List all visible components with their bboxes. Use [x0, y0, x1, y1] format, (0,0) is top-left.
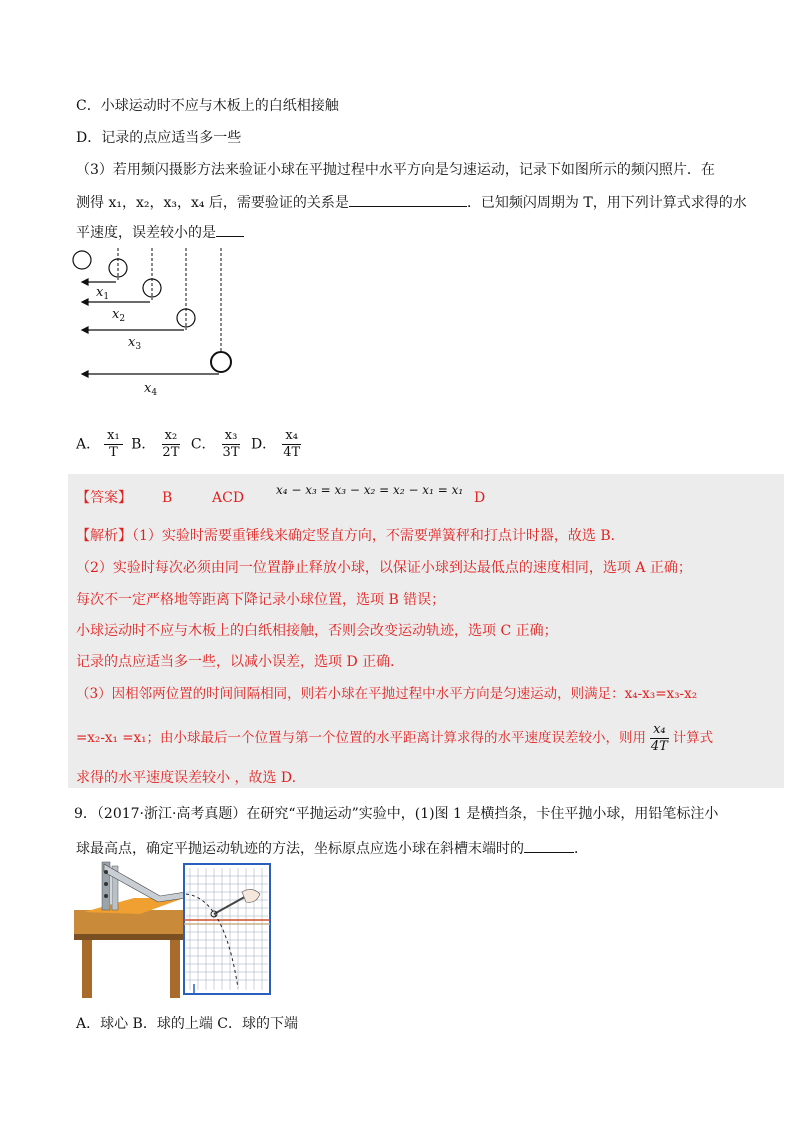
part3-line2 [76, 190, 747, 213]
grid-board [184, 864, 270, 994]
choice-c-fraction: $\frac{\text{x₃}}{3T}$ [222, 428, 240, 460]
choice-b-fraction: $\frac{\text{x₂}}{2T}$ [162, 428, 180, 460]
analysis-line7-b: 计算式 [672, 730, 714, 746]
label-x2: $x_2$ [112, 307, 126, 324]
analysis-line1: 【解析】（1）实验时需要重锤线来确定竖直方向，不需要弹簧秤和打点计时器，故选 B． [76, 528, 625, 544]
choice-a-letter: A． [76, 436, 101, 453]
strobe-figure [68, 246, 248, 396]
choice-d-fraction: $\frac{\text{x₄}}{4T}$ [283, 428, 301, 460]
table-leg-right [170, 940, 180, 998]
option-c: C．小球运动时不应与木板上的白纸相接触 [76, 98, 339, 114]
label-x4: $x_4$ [144, 381, 158, 396]
part3-line3-text: 平速度，误差较小的是 [76, 225, 216, 241]
q9-blank [524, 836, 574, 853]
part3-line3 [76, 220, 244, 243]
label-x3: $x_3$ [128, 335, 142, 352]
analysis-line3: 每次不一定严格地等距离下降记录小球位置，选项 B 错误； [76, 592, 446, 608]
option-d: D．记录的点应适当多一些 [76, 130, 242, 146]
choice-b-letter: B． [131, 436, 156, 453]
analysis-line5: 记录的点应适当多一些，以减小误差，选项 D 正确． [76, 654, 405, 670]
analysis-line4: 小球运动时不应与木板上的白纸相接触，否则会改变运动轨迹，选项 C 正确； [76, 623, 558, 639]
answer-4: D [474, 490, 486, 506]
choice-d-letter: D． [250, 436, 277, 453]
q9-line2-b: ． [574, 841, 588, 857]
q9-options: A．球心 B．球的上端 C．球的下端 [76, 1016, 299, 1032]
answer-relation: x₄ − x₃ = x₃ − x₂ = x₂ − x₁ = x₁ [276, 483, 464, 497]
answer-1: B [162, 490, 173, 506]
analysis-line7-a: =x₂-x₁ =x₁；由小球最后一个位置与第一个位置的水平距离计算求得的水平速度误差较小，则用 [76, 730, 647, 746]
q9-line2 [76, 836, 588, 859]
apparatus-figure [74, 858, 274, 1000]
fraction-choices [76, 428, 307, 461]
analysis-fraction: $\frac{\text{x₄}}{4T}$ [650, 722, 668, 754]
table-leg-left [82, 940, 92, 998]
label-x1: $x_1$ [96, 285, 110, 302]
q9-line2-a: 球最高点，确定平抛运动轨迹的方法，坐标原点应选小球在斜槽末端时的 [76, 841, 524, 857]
analysis-line7 [76, 722, 713, 755]
answer-2: ACD [212, 490, 245, 506]
analysis-line8: 求得的水平速度误差较小 ，故选 D. [76, 770, 297, 786]
part3-line1: （3）若用频闪摄影方法来验证小球在平抛过程中水平方向是匀速运动，记录下如图所示的频闪照片．在 [76, 162, 715, 178]
ball-position-0 [73, 251, 91, 269]
choice-a-fraction: $\frac{\text{x₁}}{T}$ [104, 428, 123, 461]
answer-blank-2 [216, 220, 244, 237]
answer-label: 【答案】 [76, 490, 132, 506]
analysis-line6: （3）因相邻两位置的时间间隔相同，则若小球在平抛过程中水平方向是匀速运动，则满足：x₄-x₃=x₃-x₂ [76, 686, 698, 702]
q9-line1: 9．（2017·浙江·高考真题）在研究“平抛运动”实验中，(1)图 1 是横挡条，卡住平抛小球，用铅笔标注小 [74, 806, 719, 822]
answer-blank [349, 190, 467, 207]
choice-c-letter: C． [190, 436, 216, 453]
part3-line2-a: 测得 x₁，x₂，x₃，x₄ 后，需要验证的关系是 [76, 195, 349, 211]
analysis-line2: （2）实验时每次必须由同一位置静止释放小球，以保证小球到达最低点的速度相同，选项 A 正确； [76, 560, 692, 576]
ball-position-4 [211, 352, 231, 372]
part3-line2-b: ．已知频闪周期为 T，用下列计算式求得的水 [466, 195, 747, 211]
